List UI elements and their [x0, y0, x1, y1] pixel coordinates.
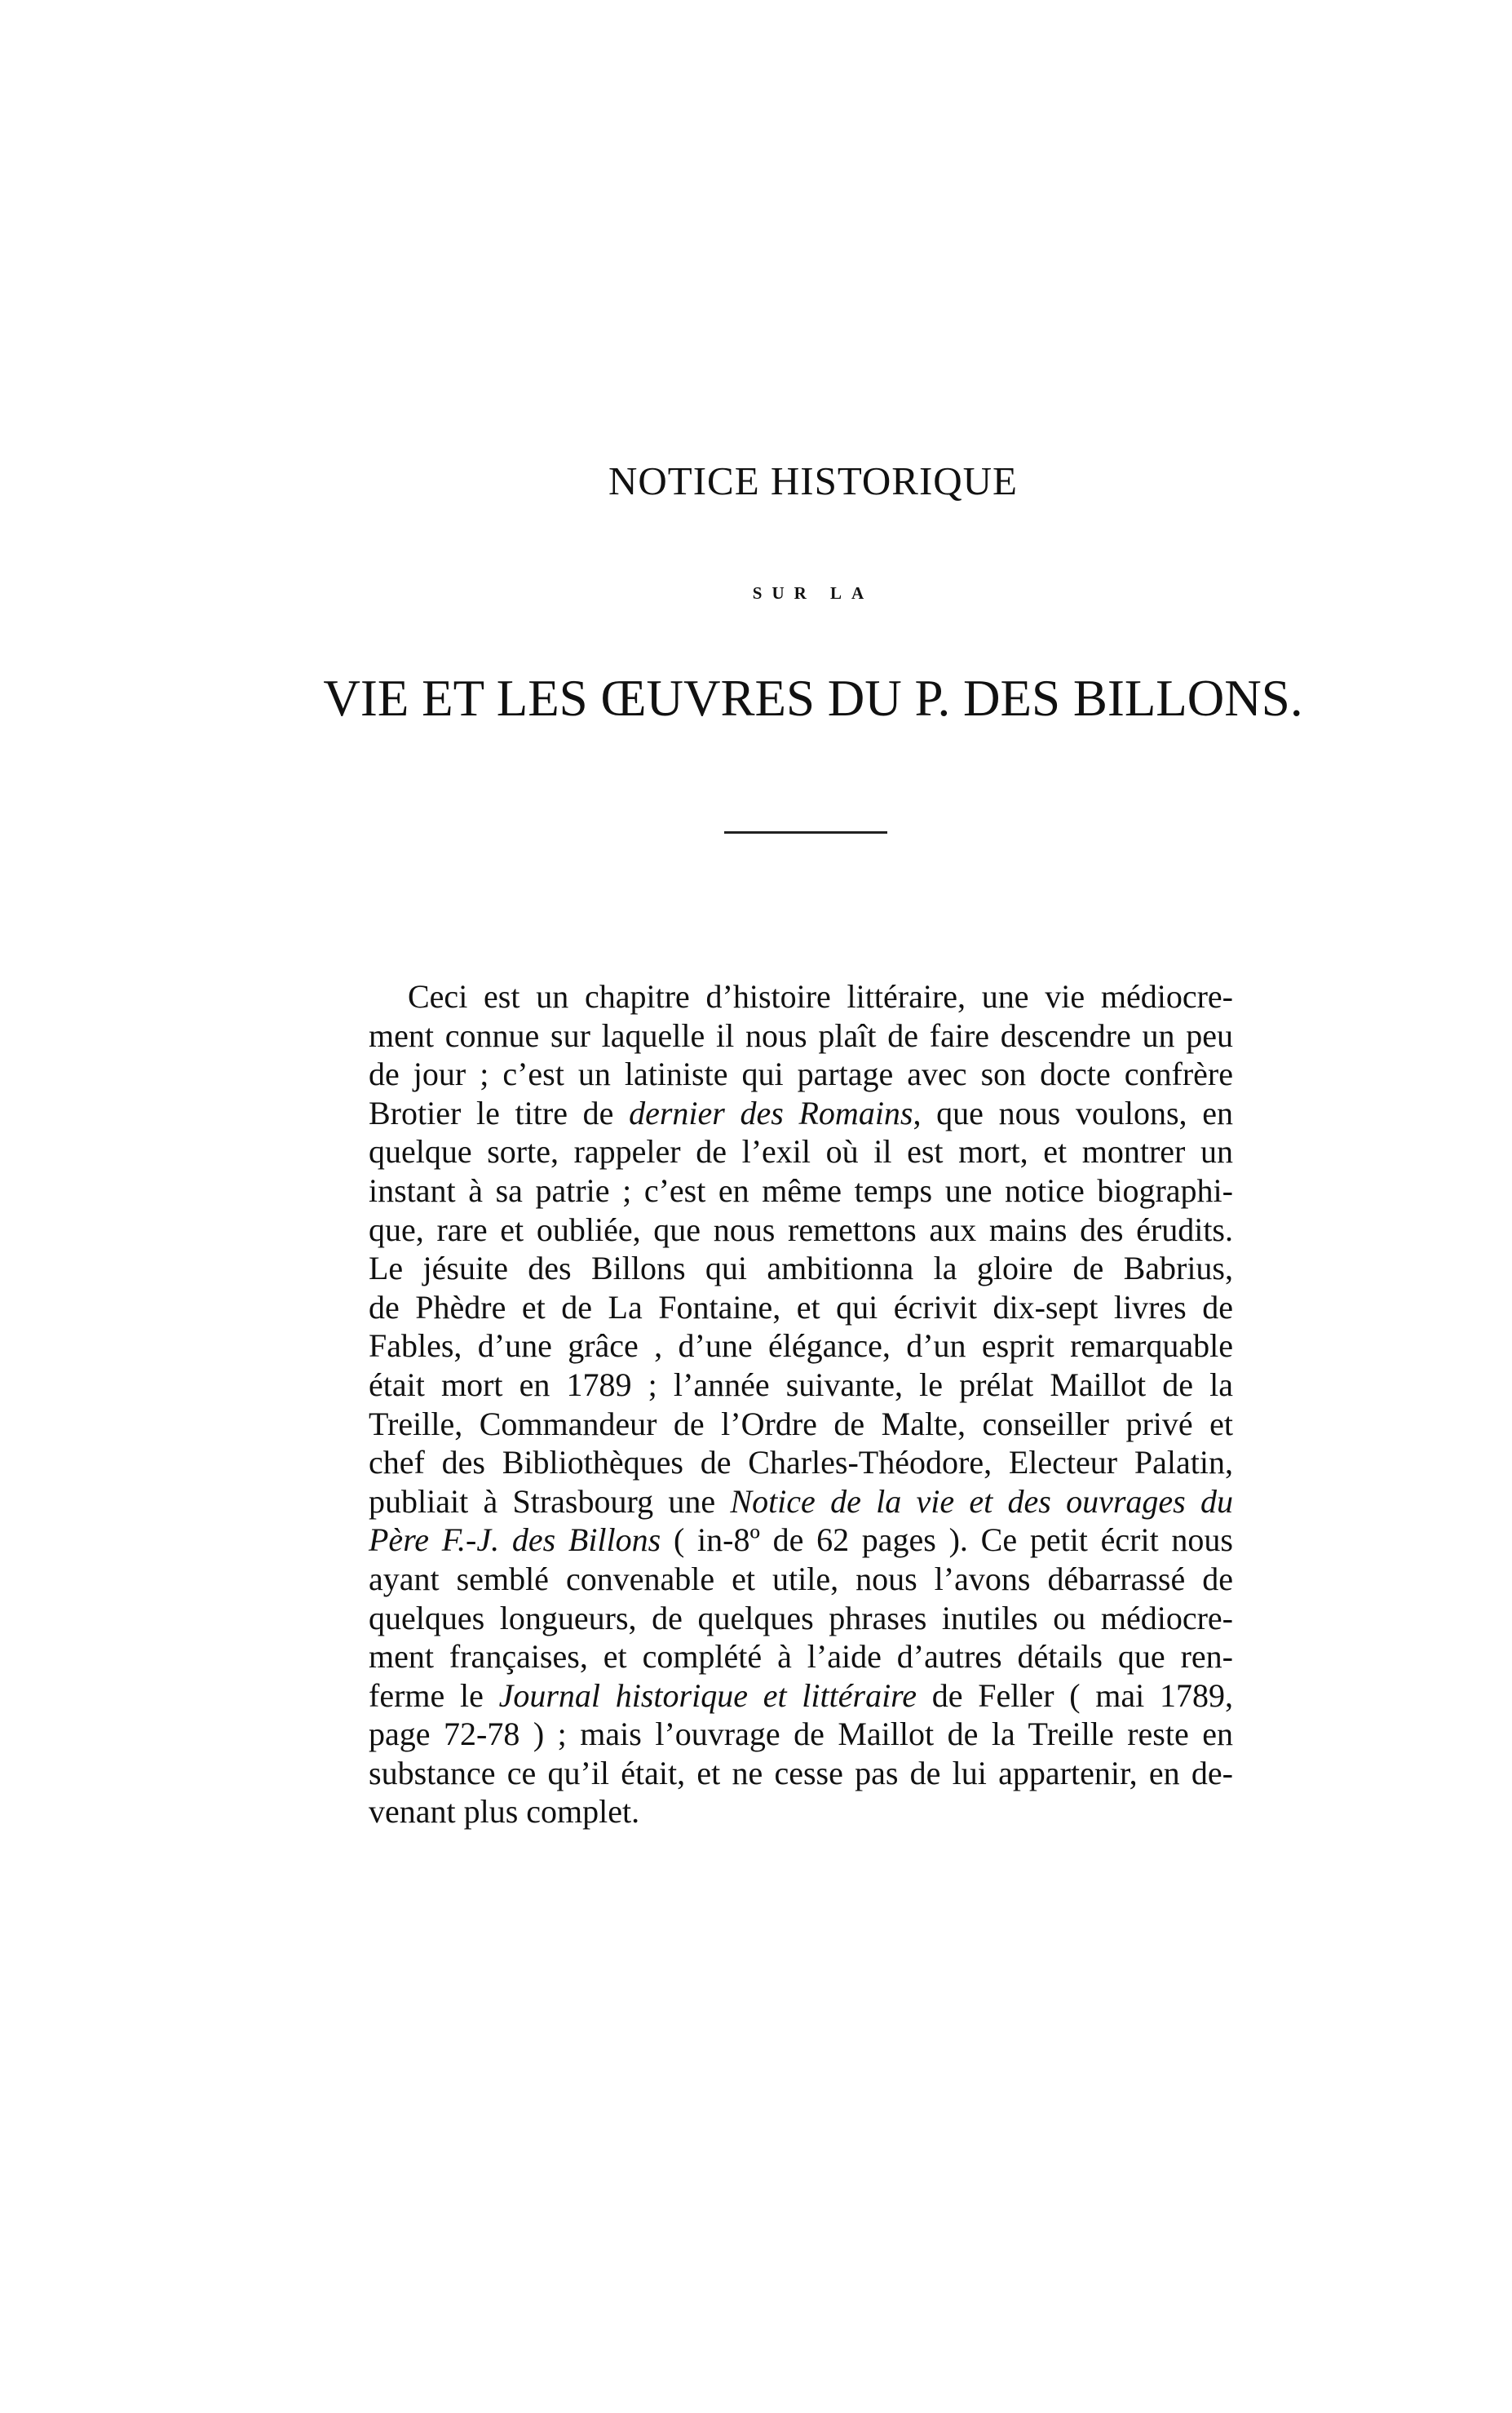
text-line: page 72-78 ) ; mais l’ouvrage de Maillot de la Treille reste en [369, 1716, 1233, 1753]
text-line: ferme le Journal historique et littéraire de Feller ( mai 1789, [369, 1676, 1234, 1714]
heading-notice-historique: NOTICE HISTORIQUE [608, 458, 1018, 503]
heading-sur-la: SUR LA [752, 583, 874, 603]
text-line: Fables, d’une grâce , d’une élégance, d’un esprit remarquable [369, 1327, 1233, 1365]
title-divider [724, 831, 887, 834]
italic-phrase: Journal historique et littéraire [498, 1676, 917, 1714]
text-line: substance ce qu’il était, et ne cesse pas de lui appartenir, en de- [369, 1754, 1233, 1791]
text-line: Ceci est un chapitre d’histoire littéraire, une vie médiocre- [408, 978, 1233, 1015]
text-line: ayant semblé convenable et utile, nous l’avons débarrassé de [369, 1560, 1233, 1597]
italic-phrase: Notice de la vie et des ouvrages du [730, 1482, 1234, 1520]
text-line: était mort en 1789 ; l’année suivante, le prélat Maillot de la [369, 1366, 1233, 1403]
text-line: Le jésuite des Billons qui ambitionna la gloire de Babrius, [369, 1250, 1233, 1287]
text-line: de Phèdre et de La Fontaine, et qui écrivit dix-sept livres de [369, 1288, 1233, 1326]
text-line: Père F.-J. des Billons ( in-8º de 62 pages ). Ce petit écrit nous [369, 1521, 1233, 1559]
text-line: Treille, Commandeur de l’Ordre de Malte, conseiller privé et [369, 1405, 1233, 1442]
italic-phrase: Père F.-J. des Billons [369, 1521, 661, 1559]
text-line: ment françaises, et complété à l’aide d’autres détails que ren- [369, 1638, 1233, 1676]
text-line: que, rare et oubliée, que nous remettons aux mains des érudits. [369, 1211, 1233, 1248]
text-line: de jour ; c’est un latiniste qui partage avec son docte confrère [369, 1056, 1233, 1093]
text-line: chef des Bibliothèques de Charles-Théodore, Electeur Palatin, [369, 1444, 1233, 1481]
text-line: quelque sorte, rappeler de l’exil où il est mort, et montrer un [369, 1133, 1233, 1171]
text-line: publiait à Strasbourg une Notice de la vie et des ouvrages du [369, 1482, 1234, 1520]
body-paragraph [369, 977, 1233, 1831]
text-line: ment connue sur laquelle il nous plaît de faire descendre un peu [369, 1016, 1233, 1054]
heading-main-title: VIE ET LES ŒUVRES DU P. DES BILLONS. [323, 670, 1303, 727]
text-line: Brotier le titre de dernier des Romains, que nous voulons, en [369, 1094, 1233, 1131]
text-line: instant à sa patrie ; c’est en même temps une notice biographi- [369, 1171, 1233, 1209]
text-line: quelques longueurs, de quelques phrases inutiles ou médiocre- [369, 1599, 1233, 1636]
text-line: venant plus complet. [369, 1793, 640, 1831]
italic-phrase: dernier des Romains [629, 1094, 913, 1131]
